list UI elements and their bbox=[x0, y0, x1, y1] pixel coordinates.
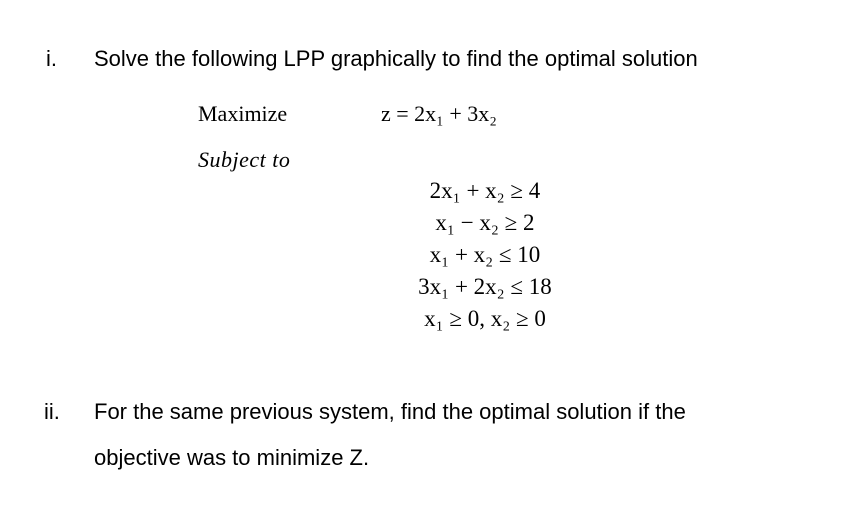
constraint-1: 2x₁ + x₂ ≥ 4 bbox=[429, 178, 541, 203]
constraints-list bbox=[370, 175, 600, 335]
constraint-2: x₁ − x₂ ≥ 2 bbox=[435, 210, 535, 235]
subject-to-label: Subject to bbox=[198, 147, 291, 172]
question-2-prompt-line-2: objective was to minimize Z. bbox=[94, 445, 370, 470]
constraint-3: x₁ + x₂ ≤ 10 bbox=[429, 242, 541, 267]
objective-function: z = 2x₁ + 3x₂ bbox=[381, 101, 497, 126]
constraint-4: 3x₁ + 2x₂ ≤ 18 bbox=[418, 274, 552, 299]
question-2-number: ii. bbox=[44, 399, 60, 424]
question-2-prompt-line-1: For the same previous system, find the optimal solution if the bbox=[94, 399, 686, 424]
constraint-nonnegativity: x₁ ≥ 0, x₂ ≥ 0 bbox=[424, 306, 546, 331]
maximize-label: Maximize bbox=[198, 101, 288, 126]
question-1-prompt: Solve the following LPP graphically to find the optimal solution bbox=[94, 46, 698, 71]
question-1-number: i. bbox=[46, 46, 57, 71]
